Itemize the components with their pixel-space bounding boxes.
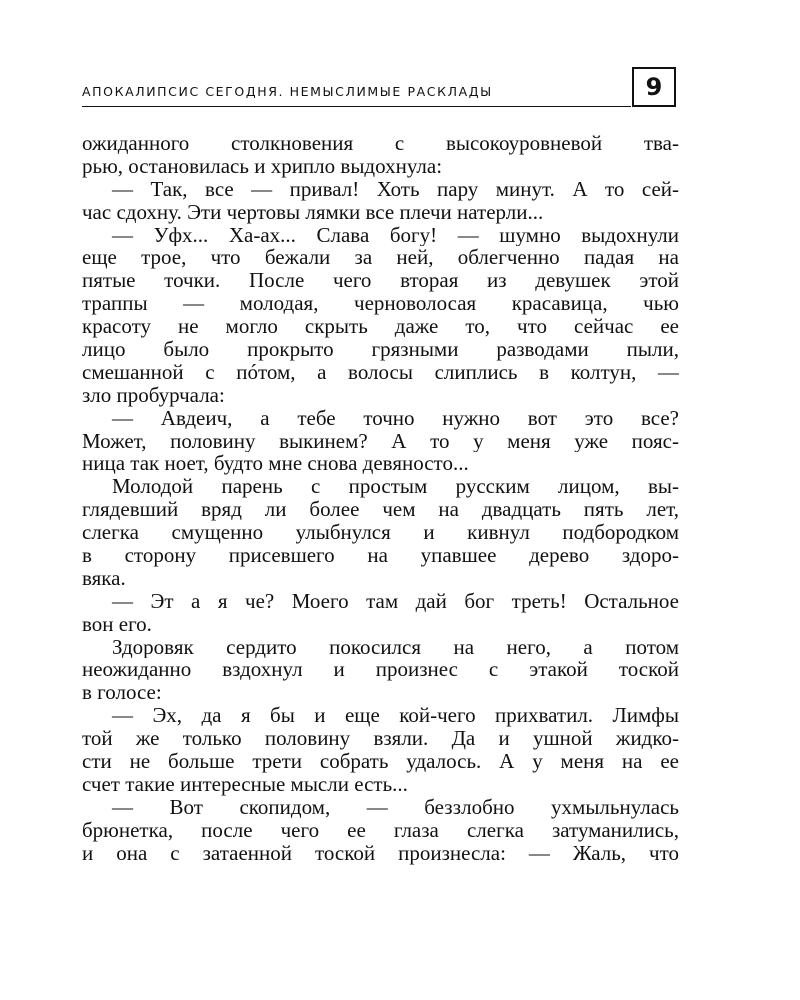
text-line: неожиданно вздохнул и произнес с этакой тоской [82,658,679,682]
text-line: — Уфх... Ха-ах... Слава богу! — шумно выдохнули [112,223,679,247]
text-line: зло пробурчала: [82,383,225,407]
text-line: — Эх, да я бы и еще кой-чего прихватил. Лимфы [112,704,679,728]
page-number-box [632,67,676,107]
text-line: в голосе: [82,681,162,705]
text-line: Молодой парень с простым русским лицом, вы- [112,475,679,499]
text-line: еще трое, что бежали за ней, облегченно падая на [82,246,679,270]
text-line: — Авдеич, а тебе точно нужно вот это все? [112,406,679,430]
text-line: сти не больше трети собрать удалось. А у меня на ее [82,750,679,773]
text-line: и она с затаенной тоской произнесла: — Жаль, что [82,841,679,865]
text-line: красоту не могло скрыть даже то, что сейчас ее [82,315,679,339]
text-line: час сдохну. Эти чертовы лямки все плечи натерли... [82,200,544,224]
text-line: Может, половину выкинем? А то у меня уже пояс- [82,429,679,453]
text-line: ожиданного столкновения с высокоуровневой тва- [82,132,679,155]
text-line: — Вот скопидом, — беззлобно ухмыльнулась [112,795,679,819]
page-number: 9 [645,73,663,101]
text-line: той же только половину взяли. Да и ушной жидко- [82,727,679,751]
text-line: слегка смущенно улыбнулся и кивнул подбородком [82,521,679,545]
text-line: лицо было прокрыто грязными разводами пыли, [82,338,679,361]
text-line: в сторону присевшего на упавшее дерево здоро- [82,544,679,567]
text-line: — Так, все — привал! Хоть пару минут. А то сей- [112,177,679,201]
text-line: вон его. [82,612,152,636]
body-text [82,132,679,865]
text-line: траппы — молодая, черноволосая красавица, чью [82,292,679,316]
text-line: пятые точки. После чего вторая из девушек этой [82,269,679,293]
running-header [82,67,679,109]
text-line: Здоровяк сердито покосился на него, а потом [112,635,679,659]
text-line: рью, остановилась и хрипло выдохнула: [82,154,443,178]
text-line: — Эт а я че? Моего там дай бог треть! Остальное [112,589,679,613]
running-header-title: АПОКАЛИПСИС СЕГОДНЯ. НЕМЫСЛИМЫЕ РАСКЛАДЫ [82,84,493,99]
text-line: ница так ноет, будто мне снова девяносто... [82,452,469,476]
text-line: вяка. [82,566,126,590]
text-line: брюнетка, после чего ее глаза слегка затуманились, [82,818,679,842]
header-rule [82,106,631,107]
text-line: смешанной с пóтом, а волосы слиплись в колтун, — [82,360,679,384]
text-line: счет такие интересные мысли есть... [82,772,408,796]
text-line: глядевший вряд ли более чем на двадцать пять лет, [82,498,679,522]
